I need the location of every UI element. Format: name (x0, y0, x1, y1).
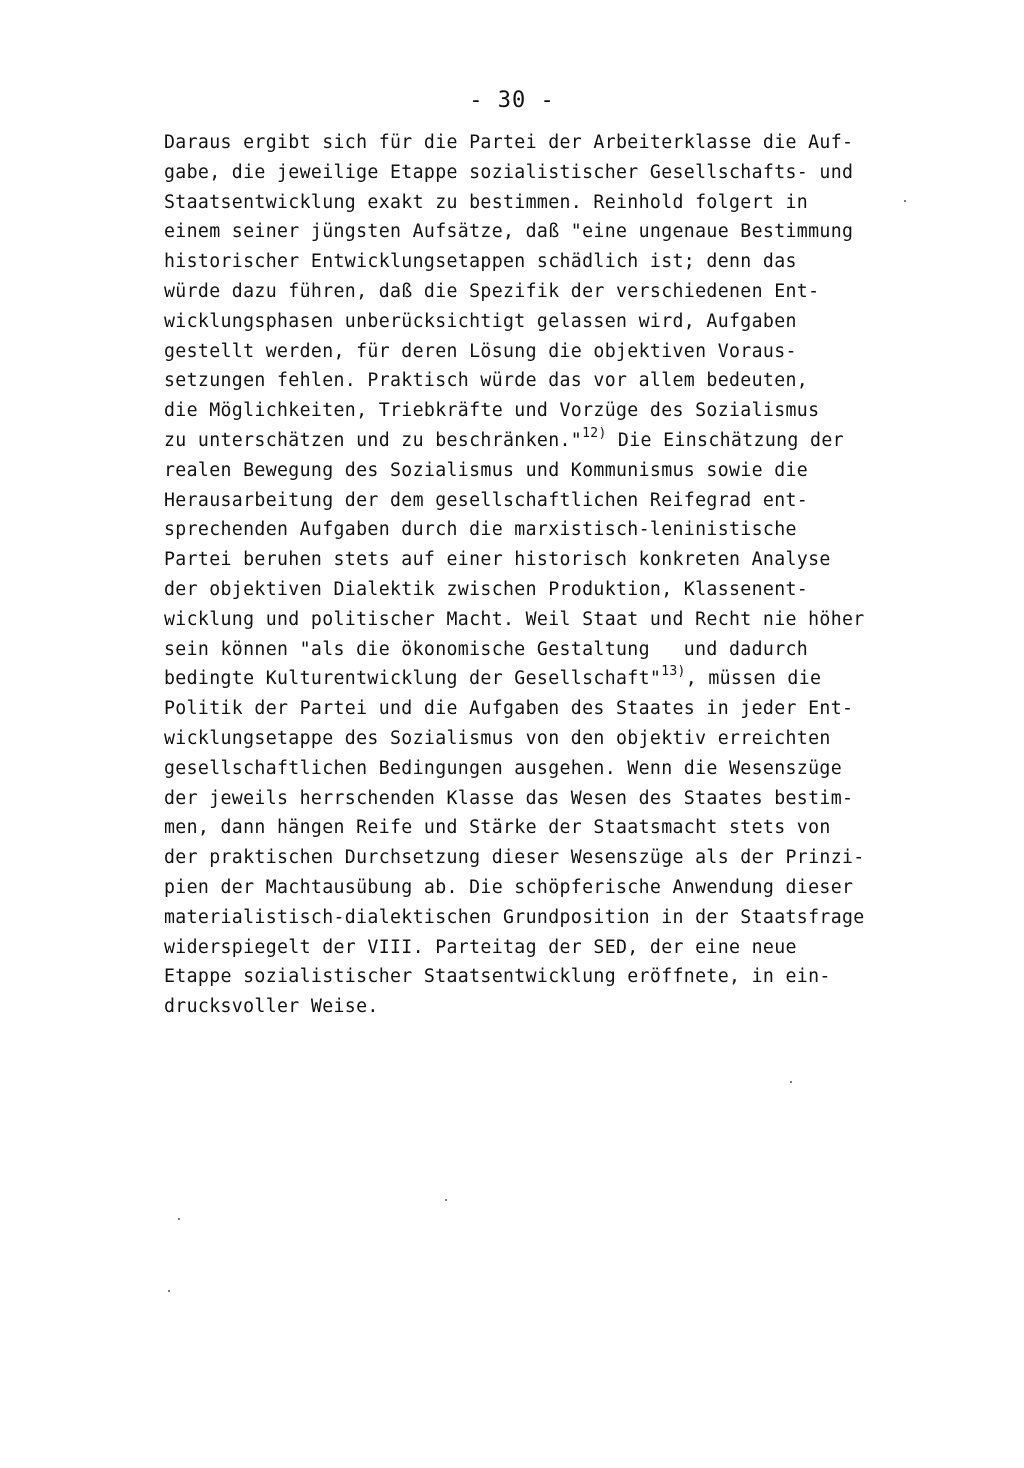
text-line: Herausarbeitung der dem gesellschaftlichen Reifegrad ent- (164, 489, 809, 511)
text-line: der objektiven Dialektik zwischen Produktion, Klassenent- (164, 578, 809, 600)
text-line: gabe, die jeweilige Etappe sozialistischer Gesellschafts- und (164, 161, 854, 183)
text-line: pien der Machtausübung ab. Die schöpferische Anwendung dieser (164, 876, 854, 898)
text-line: wicklung und politischer Macht. Weil Staat und Recht nie höher (164, 608, 865, 630)
text-segment: zu unterschätzen und zu beschränken." (164, 429, 583, 451)
text-line: men, dann hängen Reife und Stärke der Staatsmacht stets von (164, 817, 831, 839)
text-line: Daraus ergibt sich für die Partei der Arbeiterklasse die Auf- (164, 132, 854, 153)
text-line: die Möglichkeiten, Triebkräfte und Vorzüge des Sozialismus (164, 400, 820, 422)
text-line: sprechenden Aufgaben durch die marxistisch-leninistische (164, 519, 797, 541)
text-line-with-footnote (164, 426, 924, 456)
text-line: setzungen fehlen. Praktisch würde das vor allem bedeuten, (164, 370, 809, 392)
text-line: der praktischen Durchsetzung dieser Wesenszüge als der Prinzi- (164, 847, 865, 869)
text-line: einem seiner jüngsten Aufsätze, daß "eine ungenaue Bestimmung (164, 221, 854, 243)
text-line: gestellt werden, für deren Lösung die objektiven Voraus- (164, 340, 797, 362)
text-line: wicklungsphasen unberücksichtigt gelassen wird, Aufgaben (164, 310, 797, 332)
text-line: der jeweils herrschenden Klasse das Wesen des Staates bestim- (164, 787, 854, 809)
scan-speck (178, 1218, 180, 1220)
text-line-with-footnote (164, 664, 924, 694)
scan-speck (790, 1081, 792, 1083)
text-segment: bedingte Kulturentwicklung der Gesellschaft" (164, 668, 662, 690)
text-line: Etappe sozialistischer Staatsentwicklung eröffnete, in ein- (164, 966, 831, 988)
scan-speck (445, 1199, 447, 1201)
scan-speck (904, 200, 906, 202)
text-line: würde dazu führen, daß die Spezifik der verschiedenen Ent- (164, 280, 820, 302)
text-segment: Die Einschätzung der (606, 429, 844, 451)
footnote-marker: 12) (582, 425, 607, 441)
text-line: widerspiegelt der VIII. Parteitag der SED, der eine neue (164, 936, 797, 958)
text-line: sein können "als die ökonomische Gestaltung und dadurch (164, 638, 809, 660)
text-line: drucksvoller Weise. (164, 996, 379, 1018)
page-number: - 30 - (469, 88, 555, 113)
text-line: Partei beruhen stets auf einer historisch konkreten Analyse (164, 549, 831, 571)
text-segment: , müssen die (685, 668, 822, 690)
text-line: realen Bewegung des Sozialismus und Kommunismus sowie die (164, 459, 809, 481)
text-line: Staatsentwicklung exakt zu bestimmen. Reinhold folgert in (164, 191, 809, 213)
text-line: wicklungsetappe des Sozialismus von den objektiv erreichten (164, 727, 831, 749)
text-line: historischer Entwicklungsetappen schädlich ist; denn das (164, 251, 797, 273)
text-line: gesellschaftlichen Bedingungen ausgehen. Wenn die Wesenszüge (164, 757, 842, 779)
body-text (164, 128, 924, 1022)
footnote-marker: 13) (661, 664, 686, 680)
text-line: Politik der Partei und die Aufgaben des Staates in jeder Ent- (164, 698, 854, 720)
text-line: materialistisch-dialektischen Grundposition in der Staatsfrage (164, 906, 865, 928)
scan-speck (168, 1290, 170, 1292)
